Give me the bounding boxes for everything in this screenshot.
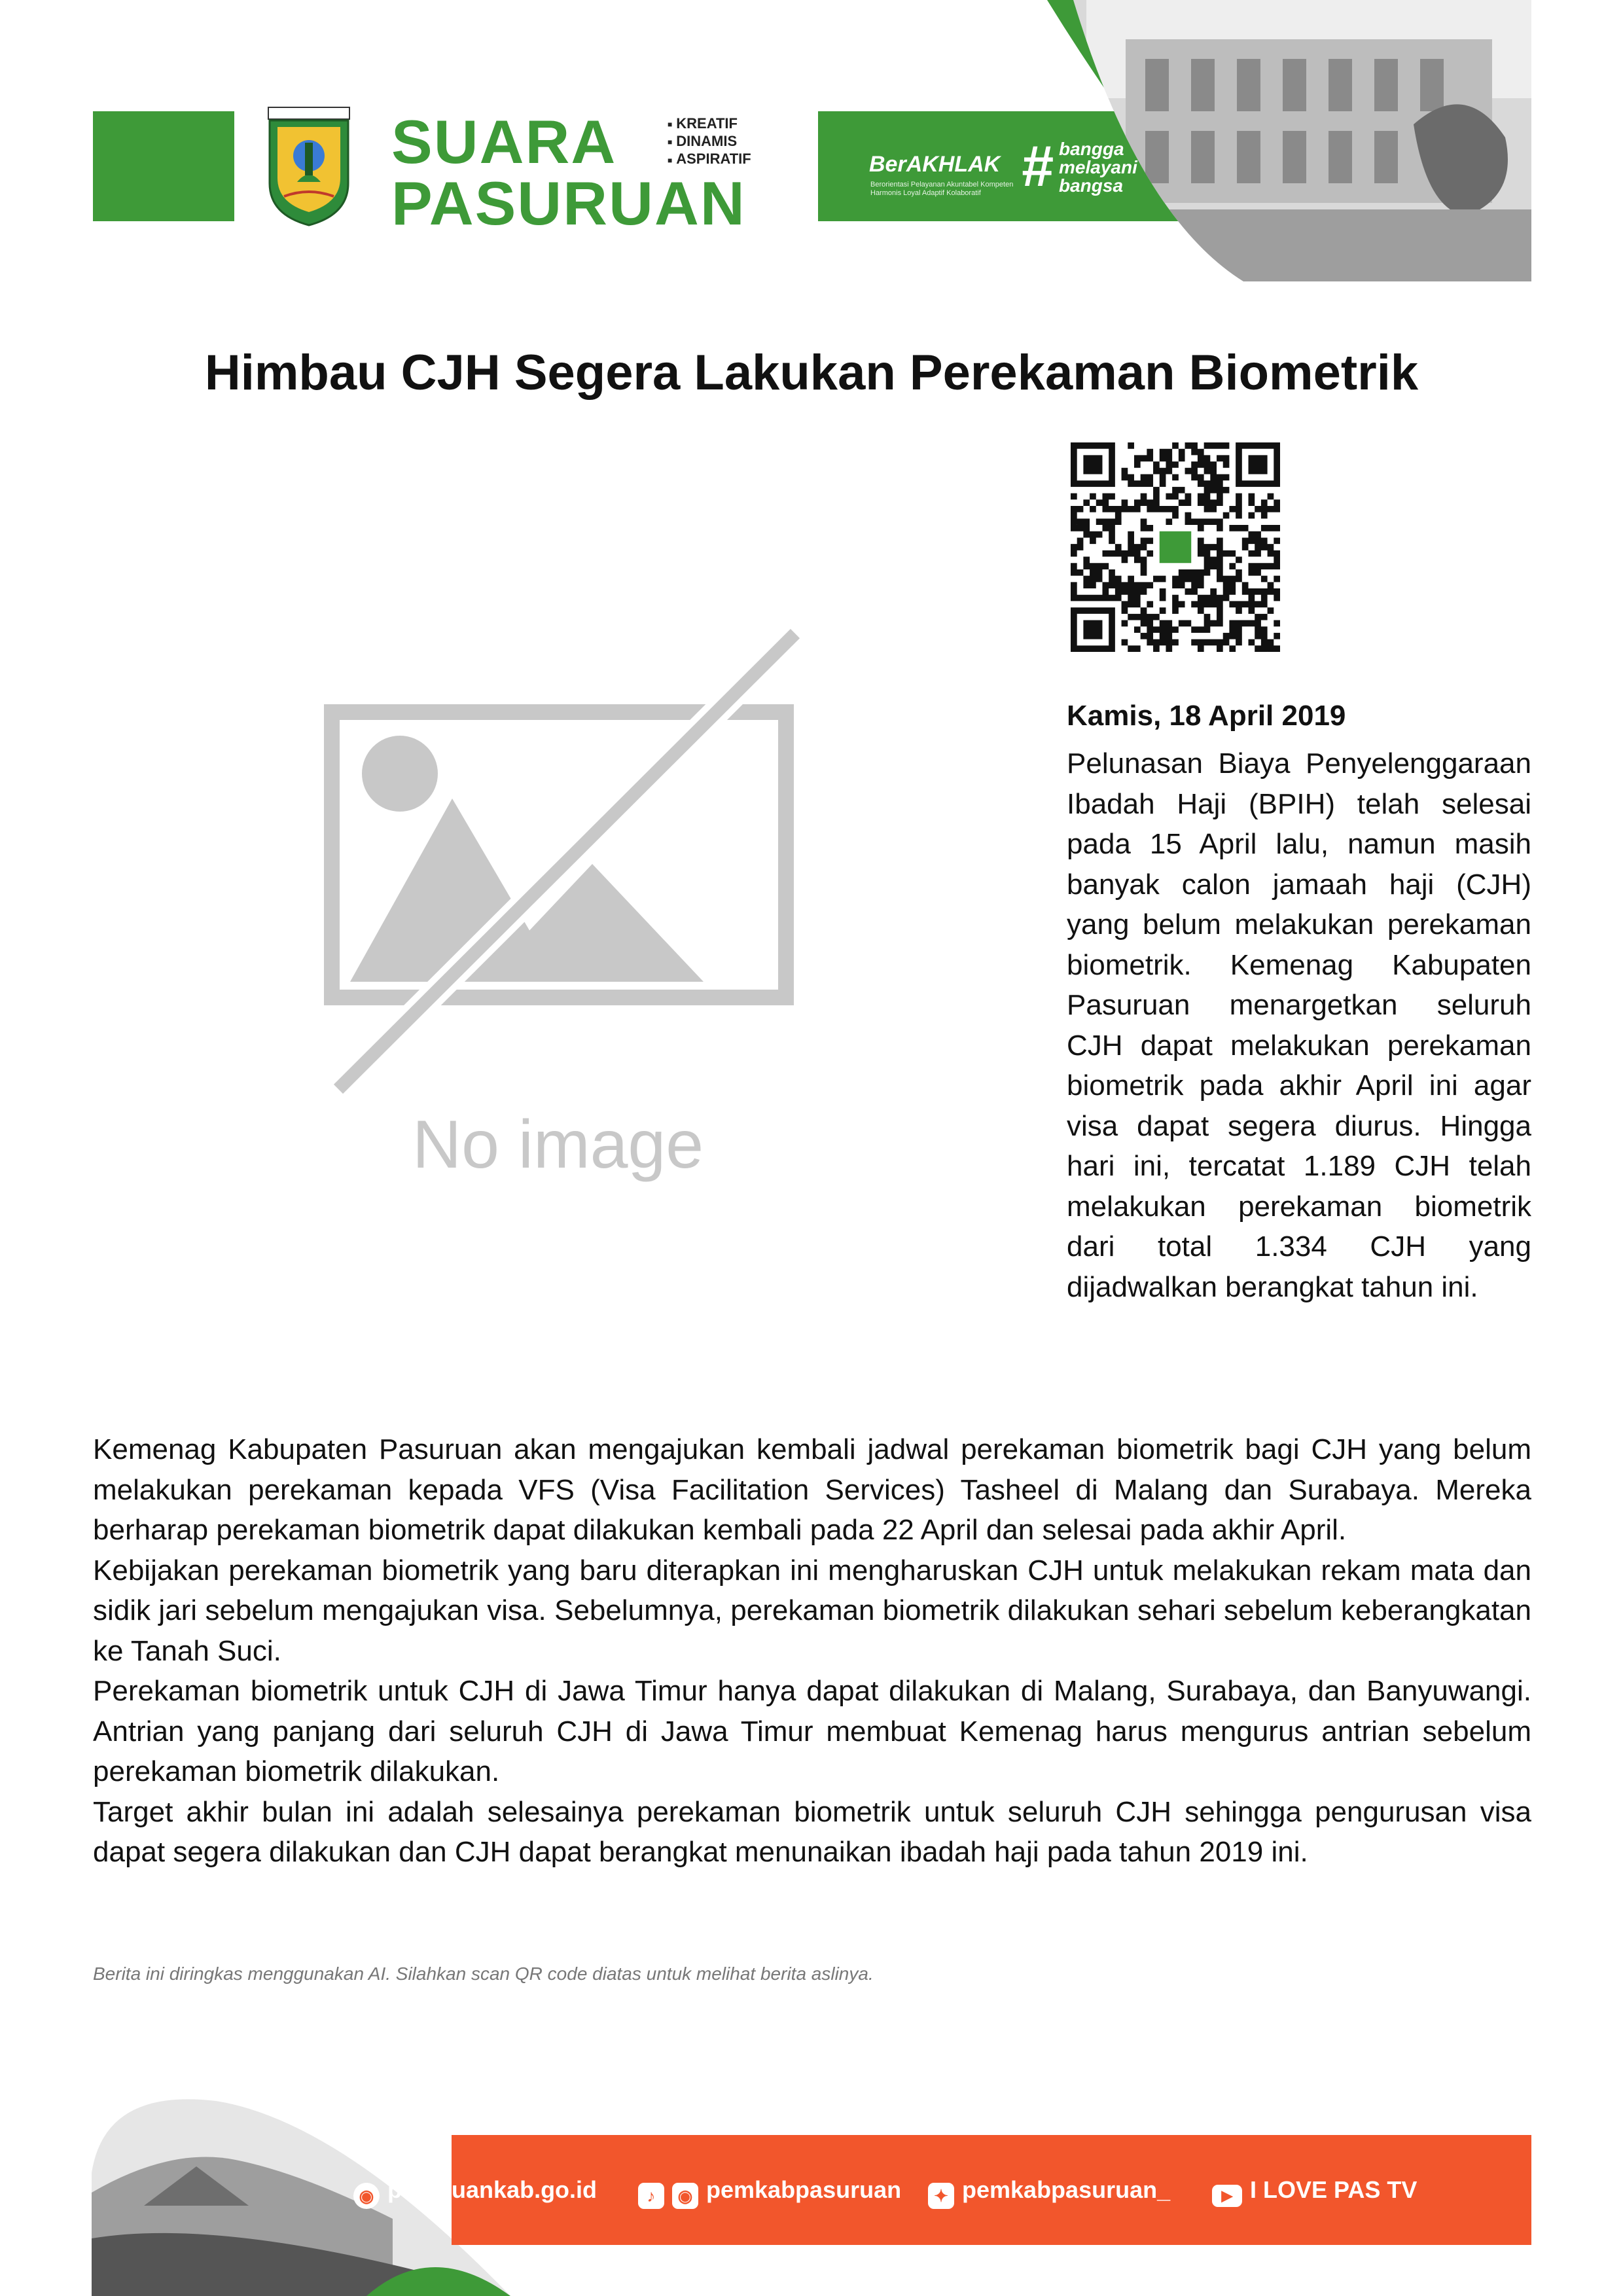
berakhlak-logo: BerAKHLAK	[869, 152, 1001, 177]
article-lead-paragraph: Pelunasan Biaya Penyelenggaraan Ibadah Haji (BPIH) telah selesai pada 15 April lalu, namun masih banyak calon jamaah haji (CJH) yang belum melakukan perekaman biometrik. Kemenag Kabupaten Pasuruan menargetkan seluruh CJH dapat melakukan perekaman biometrik pada akhir April ini agar visa dapat segera diurus. Hingga hari ini, tercatat 1.189 CJH telah melakukan perekaman biometrik dari total 1.334 CJH yang dijadwalkan berangkat tahun ini.	[1067, 747, 1531, 1303]
instagram-label: pemkabpasuruan	[706, 2176, 902, 2203]
twitter-icon: ✦	[928, 2183, 954, 2209]
footer-instagram-link[interactable]	[638, 2174, 901, 2209]
article-paragraph: Target akhir bulan ini adalah selesainya perekaman biometrik untuk seluruh CJH sehingga pengurusan visa dapat segera dilakukan dan CJH dapat berangkat menunaikan ibadah haji pada tahun 2019 ini.	[93, 1795, 1531, 1868]
youtube-label: I LOVE PAS TV	[1250, 2176, 1418, 2203]
brand-line-1: SUARA	[391, 107, 617, 176]
hashtag-icon: #	[1021, 134, 1053, 198]
article-body	[93, 1429, 1531, 1873]
no-image-label: No image	[412, 1107, 704, 1183]
tagline-item: ■ ASPIRATIF	[668, 151, 751, 168]
tagline-item: ■ KREATIF	[668, 115, 751, 133]
header-building-photo	[1047, 0, 1531, 281]
berakhlak-subtitle: Berorientasi Pelayanan Akuntabel Kompeten Harmonis Loyal Adaptif Kolaboratif	[870, 181, 1014, 197]
header-green-bar-left	[93, 111, 234, 221]
twitter-label: pemkabpasuruan_	[962, 2176, 1171, 2203]
article-title: Himbau CJH Segera Lakukan Perekaman Biometrik	[204, 345, 1419, 401]
youtube-icon: ▶	[1212, 2185, 1242, 2207]
ai-summary-note: Berita ini diringkas menggunakan AI. Silahkan scan QR code diatas untuk melihat berita aslinya.	[93, 1964, 874, 1984]
brand-line-2: PASURUAN	[391, 169, 746, 238]
footer-twitter-link[interactable]	[928, 2174, 1170, 2209]
website-label: pasuruankab.go.id	[387, 2176, 597, 2203]
article-paragraph: Kemenag Kabupaten Pasuruan akan mengajukan kembali jadwal perekaman biometrik bagi CJH yang belum melakukan perekaman kepada VFS (Visa Facilitation Services) Tasheel di Malang dan Surabaya. Mereka berharap perekaman biometrik dapat dilakukan kembali pada 22 April dan selesai pada akhir April.	[93, 1433, 1531, 1546]
no-image-placeholder	[324, 628, 808, 1172]
article-paragraph: Kebijakan perekaman biometrik yang baru diterapkan ini mengharuskan CJH untuk melakukan rekam mata dan sidik jari sebelum mengajukan visa. Sebelumnya, perekaman biometrik dilakukan sehari sebelum keberangkatan ke Tanah Suci.	[93, 1554, 1531, 1667]
article-paragraph: Perekaman biometrik untuk CJH di Jawa Timur hanya dapat dilakukan di Malang, Surabaya, dan Banyuwangi. Antrian yang panjang dari seluruh CJH di Jawa Timur membuat Kemenag harus mengurus antrian sebelum perekaman biometrik dilakukan.	[93, 1675, 1531, 1787]
tiktok-icon: ♪	[638, 2183, 664, 2209]
brand-tagline	[668, 115, 751, 169]
footer-website-link[interactable]	[353, 2174, 597, 2209]
bangga-melayani-bangsa-logo: bangga melayani bangsa	[1059, 139, 1137, 196]
pasuruan-crest-logo	[264, 105, 353, 226]
footer-youtube-link[interactable]	[1212, 2174, 1417, 2207]
qr-code[interactable]	[1071, 442, 1280, 652]
article-date: Kamis, 18 April 2019	[1067, 700, 1346, 732]
instagram-icon: ◉	[672, 2183, 698, 2209]
globe-icon: ◉	[353, 2183, 380, 2209]
tagline-item: ■ DINAMIS	[668, 133, 751, 151]
